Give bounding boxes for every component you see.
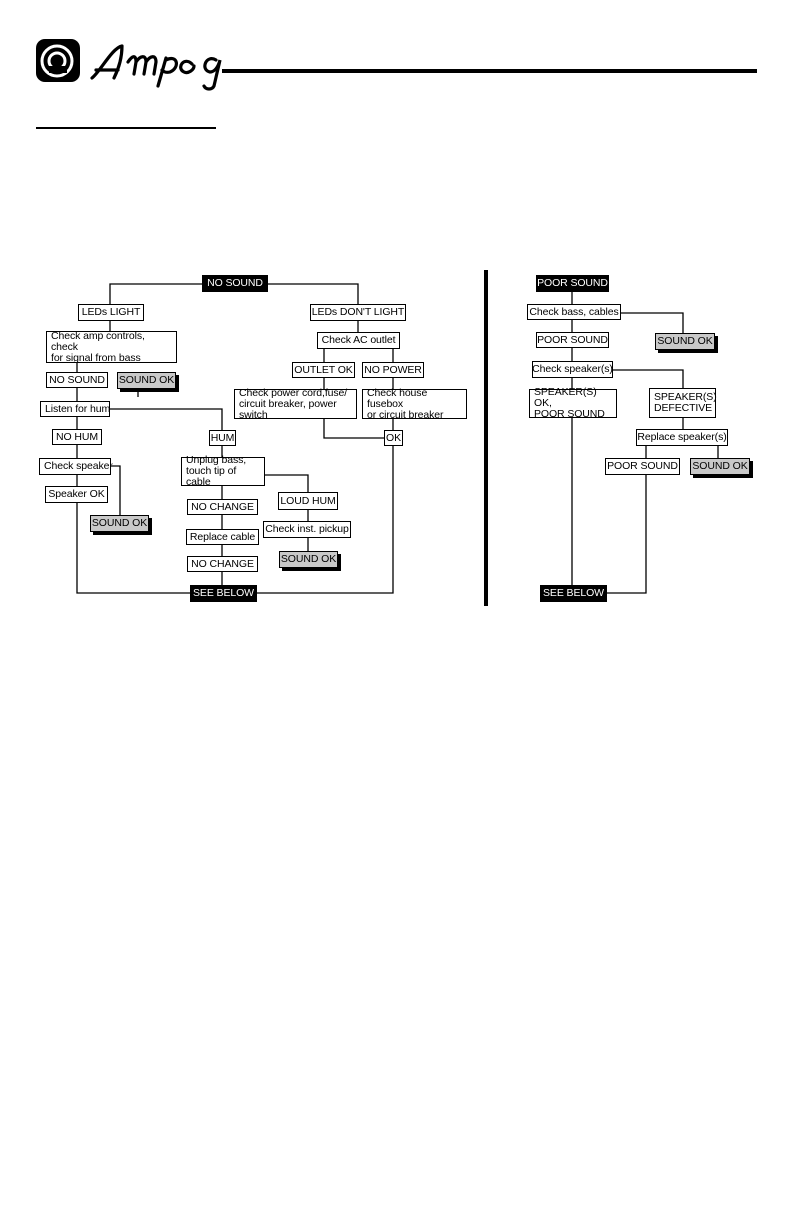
node-no-change-1: NO CHANGE — [187, 499, 258, 515]
node-poor-sound-3: POOR SOUND — [605, 458, 680, 475]
node-loud-hum: LOUD HUM — [278, 492, 338, 510]
node-check-amp-controls — [46, 331, 177, 363]
node-check-power-cord — [234, 386, 357, 421]
node-replace-cable: Replace cable — [186, 529, 259, 545]
node-no-sound: NO SOUND — [202, 275, 268, 292]
node-check-power-cord-text: Check power cord,fuse/ circuit breaker, power switch — [239, 386, 348, 421]
node-leds-dont-light: LEDs DON'T LIGHT — [310, 304, 406, 321]
node-no-change-2: NO CHANGE — [187, 556, 258, 572]
node-leds-light: LEDs LIGHT — [78, 304, 144, 321]
node-speakers-defective-text: SPEAKER(S) DEFECTIVE — [654, 391, 717, 414]
node-check-speaker: Check speaker — [39, 458, 111, 475]
node-ok: OK — [384, 430, 403, 446]
node-check-ac-outlet: Check AC outlet — [317, 332, 400, 349]
node-poor-sound-2: POOR SOUND — [536, 332, 609, 348]
node-speaker-ok: Speaker OK — [45, 486, 108, 503]
node-no-sound-2: NO SOUND — [46, 372, 108, 388]
node-sound-ok-5: SOUND OK — [690, 458, 750, 475]
node-speakers-ok-poor-text: SPEAKER(S) OK, POOR SOUND — [534, 386, 605, 420]
node-no-power: NO POWER — [362, 362, 424, 378]
node-check-house-fusebox-text: Check house fusebox or circuit breaker — [367, 386, 444, 421]
node-sound-ok-1: SOUND OK — [117, 372, 176, 389]
node-sound-ok-2: SOUND OK — [90, 515, 149, 532]
node-see-below-1: SEE BELOW — [190, 585, 257, 602]
node-listen-for-hum: Listen for hum — [40, 401, 110, 417]
node-unplug-bass — [181, 454, 265, 488]
node-check-house-fusebox — [362, 386, 467, 421]
node-check-speakers: Check speaker(s) — [532, 361, 613, 378]
node-sound-ok-3: SOUND OK — [279, 551, 338, 568]
node-poor-sound: POOR SOUND — [536, 275, 609, 292]
node-speakers-ok-poor — [529, 386, 617, 420]
node-replace-speakers: Replace speaker(s) — [636, 429, 728, 446]
node-outlet-ok: OUTLET OK — [292, 362, 355, 378]
node-sound-ok-4: SOUND OK — [655, 333, 715, 350]
node-see-below-2: SEE BELOW — [540, 585, 607, 602]
node-no-hum: NO HUM — [52, 429, 102, 445]
node-check-amp-controls-text: Check amp controls, check for signal from bass — [51, 329, 145, 364]
node-unplug-bass-text: Unplug bass, touch tip of cable — [186, 454, 247, 488]
node-speakers-defective — [649, 388, 716, 418]
node-hum: HUM — [209, 430, 236, 446]
node-check-inst-pickup: Check inst. pickup — [263, 521, 351, 538]
node-check-bass-cables: Check bass, cables — [527, 304, 621, 320]
